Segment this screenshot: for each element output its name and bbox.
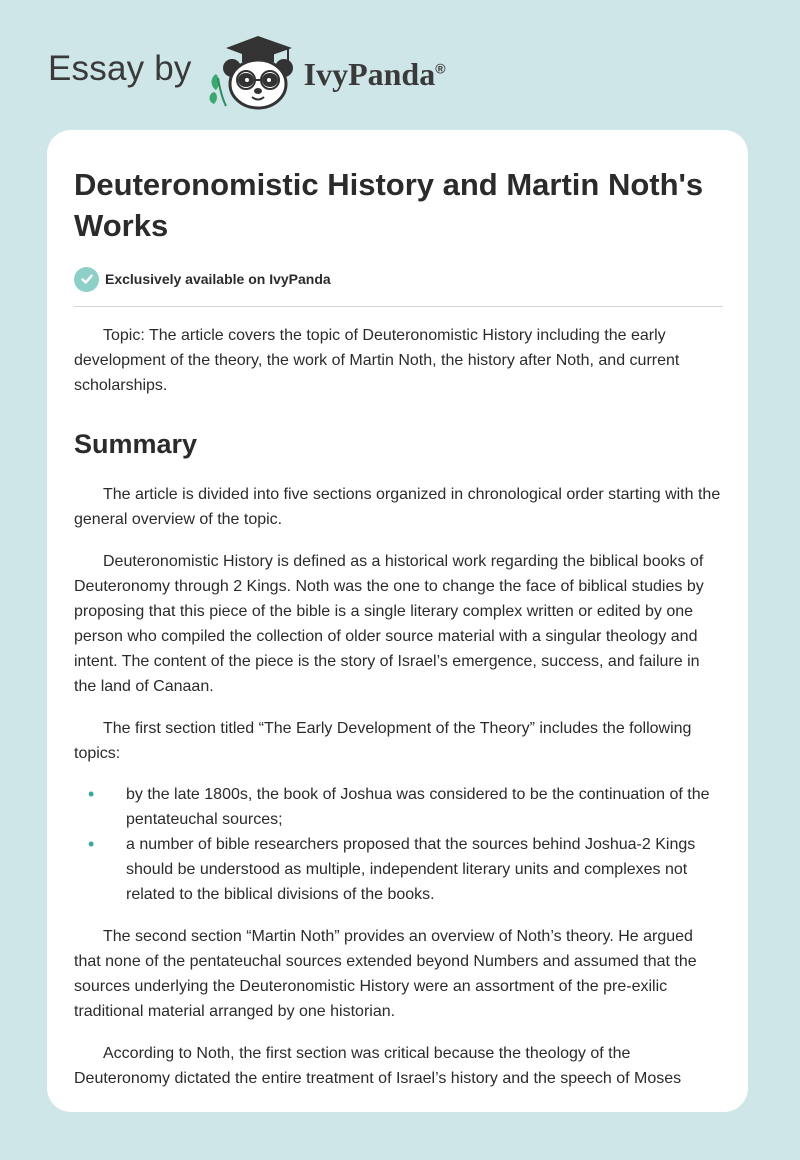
list-item	[88, 832, 723, 907]
bullet-icon: •	[88, 834, 95, 854]
article-title: Deuteronomistic History and Martin Noth's Works	[74, 167, 704, 243]
brand-name[interactable]: IvyPanda®	[303, 55, 446, 92]
topics-list	[74, 782, 723, 907]
list-item-text: a number of bible researchers proposed that the sources behind Joshua-2 Kings should be understood as multiple, independent literary units and complexes not related to the biblical divisions of the books.	[126, 836, 696, 903]
body-paragraph: Deuteronomistic History is defined as a historical work regarding the biblical books of Deuteronomy through 2 Kings. Noth was the one to change the face of biblical studies by proposing that this piece of the bible is a single literary complex written or edited by one person who compiled the collection of older source material with a singular theology and intent. The content of the piece is the story of Israel’s emergence, success, and failure in the land of Canaan.	[74, 553, 704, 695]
exclusive-badge	[74, 266, 723, 292]
divider	[74, 306, 723, 307]
body-paragraph: According to Noth, the first section was critical because the theology of the Deuteronomy dictated the entire treatment of Israel’s history and the speech of Moses	[74, 1045, 682, 1087]
body-paragraph: The article is divided into five sections organized in chronological order starting with the general overview of the topic.	[74, 486, 721, 528]
article-card	[47, 130, 748, 1112]
body-paragraph: The second section “Martin Noth” provides an overview of Noth’s theory. He argued that none of the pentateuchal sources extended beyond Numbers and assumed that the sources underlying the Deuteronomistic History were an assortment of the pre-exilic traditional material arranged by one historian.	[74, 928, 697, 1020]
checkmark-icon	[74, 267, 99, 292]
site-header	[48, 34, 446, 110]
article-content	[74, 164, 723, 1091]
topic-paragraph: Topic: The article covers the topic of Deuteronomistic History including the early development of the theory, the work of Martin Noth, the history after Noth, and current scholarships.	[74, 327, 680, 394]
brand-prefix: Essay by	[48, 49, 192, 88]
summary-heading: Summary	[74, 429, 198, 459]
body-paragraph: The first section titled “The Early Development of the Theory” includes the following topics:	[74, 720, 692, 762]
exclusive-label: Exclusively available on IvyPanda	[105, 271, 331, 287]
list-item	[88, 782, 723, 832]
registered-mark: ®	[435, 59, 446, 76]
bullet-icon: •	[88, 784, 95, 804]
list-item-text: by the late 1800s, the book of Joshua was considered to be the continuation of the pentateuchal sources;	[126, 786, 710, 828]
panda-logo-icon[interactable]	[206, 34, 298, 110]
